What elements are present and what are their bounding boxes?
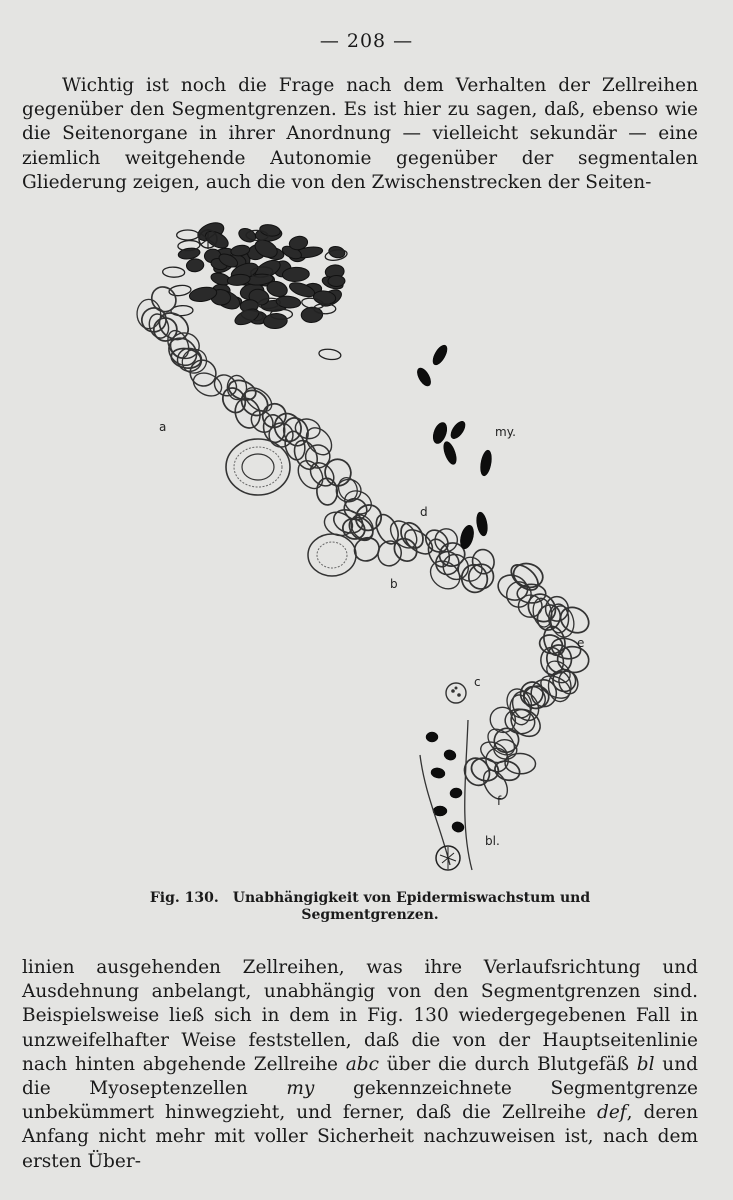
outline-cell (397, 519, 428, 552)
paragraph-bottom (22, 956, 698, 1174)
hatched-cell (177, 230, 199, 240)
hatched-cell (162, 267, 184, 278)
black-cell (479, 449, 493, 476)
label-my: my. (495, 425, 516, 439)
outline-cell (351, 500, 387, 536)
label-c: c (474, 675, 481, 689)
outline-cell (375, 538, 405, 569)
dark-cell-cluster (162, 219, 347, 360)
ring-cell-large (226, 439, 290, 495)
outline-cells (137, 282, 594, 803)
hatched-cell (318, 348, 341, 361)
text-run: über die durch Blutgefäß (378, 1053, 637, 1075)
outline-cell (247, 406, 277, 437)
ring-cell-small (308, 534, 356, 576)
text-run: gekennzeichnete Segmentgrenze unbekümmert hinwegzieht, und ferner, daß die Zellreihe (22, 1078, 698, 1124)
dark-cell (328, 275, 345, 286)
text-run: , deren Anfang nicht mehr mit voller Sicherheit nachzuweisen ist, nach dem ersten Über- (22, 1102, 698, 1172)
black-cell (448, 419, 468, 441)
text-run: und die Myoseptenzellen (22, 1053, 698, 1100)
italic-def: def (597, 1102, 627, 1124)
black-cell (443, 748, 458, 762)
italic-my: my (286, 1078, 315, 1100)
page-number: — 208 — (319, 30, 414, 52)
text-run: linien ausgehenden Zellreihen, was ihre Verlaufsrichtung und Ausdehnung anbelangt, unabhängig von den Segmentgrenzen sind. Beispielsweise ließ sich in dem in Fig. 130 wiedergegebenen Fall in unzweifelhafter Weise feststellen, daß die von der Hauptseitenlinie nach hinten abgehende Zellreihe (22, 957, 698, 1075)
black-cell (451, 821, 465, 834)
black-cell (441, 440, 459, 466)
dark-cell (186, 258, 204, 272)
black-cell (430, 767, 446, 779)
caption-line2: Segmentgrenzen. (301, 907, 439, 923)
label-b: b (390, 577, 398, 591)
black-cell (430, 343, 450, 367)
figure-caption (120, 890, 620, 924)
label-a: a (159, 420, 167, 434)
label-d: d (420, 505, 428, 519)
label-f: f (497, 794, 502, 808)
paragraph-top: Wichtig ist noch die Frage nach dem Verhalten der Zellreihen gegenüber den Segmentgrenzen. Es ist hier zu sagen, daß, ebenso wie die Seitenorgane in ihrer Anordnung — vielleicht sekundär — eine ziemlich weitgehende Autonomie gegenüber der segmentalen Gliederung zeigen, auch die von den Zwischenstrecken der Seiten- (22, 75, 698, 193)
figure-130 (120, 215, 600, 885)
black-cell (415, 366, 434, 388)
black-cell (449, 787, 463, 799)
italic-abc: abc (345, 1053, 379, 1075)
black-cell (426, 732, 438, 742)
blood-vessel (420, 720, 472, 870)
italic-bl: bl (636, 1053, 655, 1075)
caption-number: Fig. 130. (149, 890, 219, 906)
label-e: e (577, 636, 585, 650)
dark-cell (263, 313, 288, 329)
caption-line1: Unabhängigkeit von Epidermiswachstum und (232, 890, 591, 906)
black-cell (475, 511, 489, 536)
label-bl: bl. (485, 834, 500, 848)
outline-cell (507, 560, 543, 595)
cell-drawing (120, 215, 600, 885)
small-nucleus (446, 683, 466, 703)
outline-cell (218, 384, 249, 417)
outline-cell (316, 477, 338, 505)
dark-cell (301, 307, 323, 323)
dark-cell (237, 226, 258, 245)
